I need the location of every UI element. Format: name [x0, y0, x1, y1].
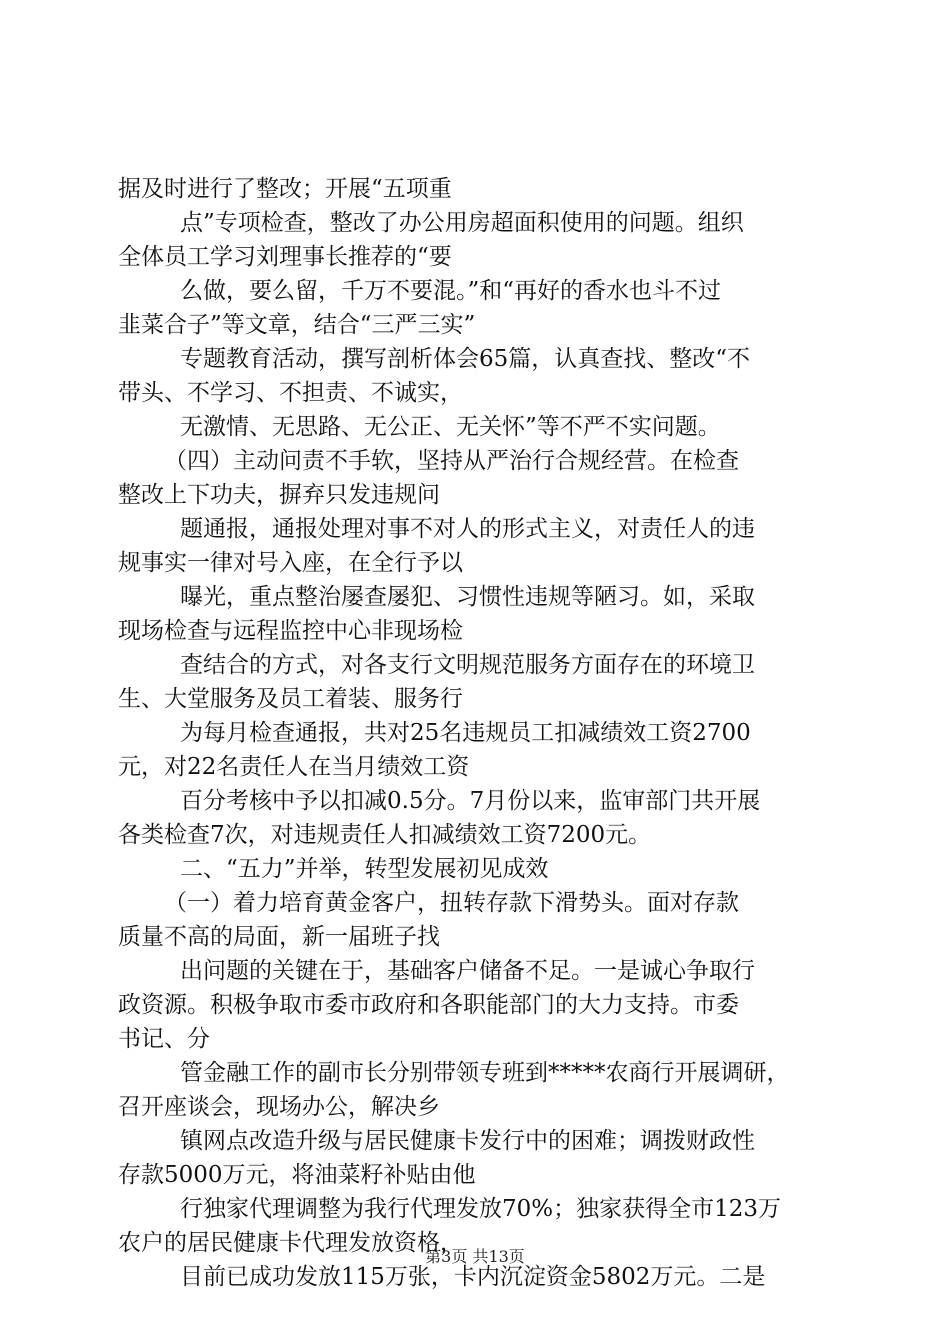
text-line: 召开座谈会，现场办公，解决乡 [118, 1094, 440, 1120]
body-text [118, 172, 838, 1294]
text-line: 整改上下功夫，摒弃只发违规问 [118, 482, 440, 508]
text-line: 目前已成功发放115万张，卡内沉淀资金5802万元。二是 [180, 1264, 766, 1290]
text-line: 生、大堂服务及员工着装、服务行 [118, 686, 463, 712]
text-line: 存款5000万元，将油菜籽补贴由他 [118, 1162, 476, 1188]
text-line: 各类检查7次，对违规责任人扣减绩效工资7200元。 [118, 822, 652, 848]
text-line: 百分考核中予以扣减0.5分。7月份以来，监审部门共开展 [180, 788, 761, 814]
section-heading: 二、“五力”并举，转型发展初见成效 [180, 856, 549, 882]
text-line: 全体员工学习刘理事长推荐的“要 [118, 244, 452, 270]
text-line: 书记、分 [118, 1026, 210, 1052]
text-line: 镇网点改造升级与居民健康卡发行中的困难；调拨财政性 [180, 1128, 755, 1154]
text-line: 元，对22名责任人在当月绩效工资 [118, 754, 470, 780]
text-line: 规事实一律对号入座，在全行予以 [118, 550, 463, 576]
text-line: 带头、不学习、不担责、不诚实， [118, 380, 463, 406]
text-line: 行独家代理调整为我行代理发放70%；独家获得全市123万 [180, 1196, 782, 1222]
text-line: 据及时进行了整改；开展“五项重 [118, 176, 452, 202]
text-line: （四）主动问责不手软，坚持从严治行合规经营。在检查 [164, 448, 739, 474]
text-line: 曝光，重点整治屡查屡犯、习惯性违规等陋习。如，采取 [180, 584, 755, 610]
text-line: 么做，要么留，千万不要混。”和“再好的香水也斗不过 [180, 278, 722, 304]
text-line: 为每月检查通报，共对25名违规员工扣减绩效工资2700 [180, 720, 751, 746]
text-line: 无激情、无思路、无公正、无关怀”等不严不实问题。 [180, 414, 721, 440]
text-line: （一）着力培育黄金客户，扭转存款下滑势头。面对存款 [164, 890, 739, 916]
page-number-footer: 第3页 共13页 [425, 1247, 525, 1266]
text-line: 韭菜合子”等文章，结合“三严三实” [118, 312, 476, 338]
text-line: 政资源。积极争取市委市政府和各职能部门的大力支持。市委 [118, 992, 739, 1018]
text-line: 专题教育活动，撰写剖析体会65篇，认真查找、整改“不 [180, 346, 751, 372]
text-line: 质量不高的局面，新一届班子找 [118, 924, 440, 950]
text-line: 管金融工作的副市长分别带领专班到*****农商行开展调研， [180, 1060, 790, 1086]
text-line: 农户的居民健康卡代理发放资格， [118, 1230, 463, 1256]
text-line: 现场检查与远程监控中心非现场检 [118, 618, 463, 644]
text-line: 出问题的关键在于，基础客户储备不足。一是诚心争取行 [180, 958, 755, 984]
text-line: 题通报，通报处理对事不对人的形式主义，对责任人的违 [180, 516, 755, 542]
text-line: 点”专项检查，整改了办公用房超面积使用的问题。组织 [180, 210, 744, 236]
text-line: 查结合的方式，对各支行文明规范服务方面存在的环境卫 [180, 652, 755, 678]
